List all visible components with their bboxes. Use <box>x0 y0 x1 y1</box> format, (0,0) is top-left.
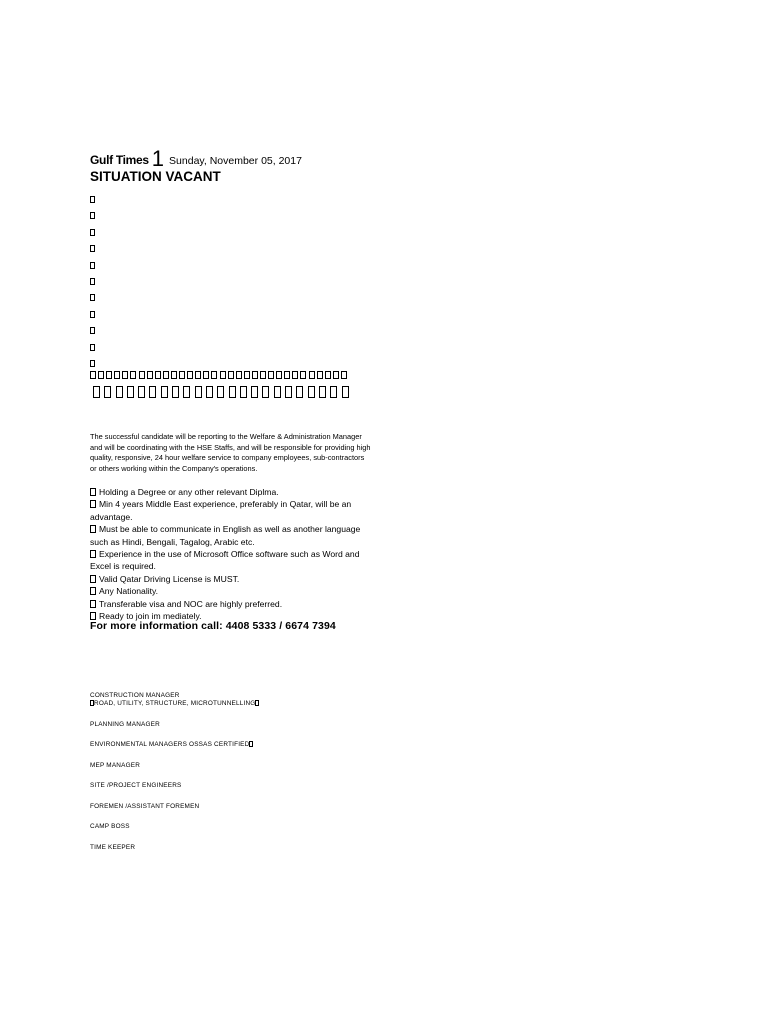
bullet-icon <box>90 500 96 508</box>
position-item: FOREMEN /ASSISTANT FOREMEN <box>90 802 200 810</box>
missing-glyph-icon <box>249 741 253 747</box>
requirement-item <box>90 523 380 548</box>
requirement-text: Transferable visa and NOC are highly preferred. <box>99 598 283 609</box>
position-item: TIME KEEPER <box>90 843 136 851</box>
position-subtitle: ROAD, UTILITY, STRUCTURE, MICROTUNNELLING <box>90 700 259 707</box>
missing-glyph-icon <box>325 371 331 379</box>
missing-glyph-icon <box>161 386 168 398</box>
missing-glyph-icon <box>90 311 95 318</box>
position-item: SITE /PROJECT ENGINEERS <box>90 782 182 789</box>
missing-glyph-icon <box>139 371 145 379</box>
position-item: ENVIRONMENTAL MANAGERS OSSAS CERTIFIED <box>90 728 259 749</box>
missing-glyph-icon <box>229 386 236 398</box>
missing-glyph-icon <box>217 386 224 398</box>
section-title: SITUATION VACANT <box>90 169 221 184</box>
missing-glyph-icon <box>90 344 95 351</box>
requirement-text: Valid Qatar Driving License is MUST. <box>99 573 240 584</box>
page-number: 1 <box>151 146 165 171</box>
job-description: The successful candidate will be reporting to the Welfare & Administration Manager and will be coordinating with the HSE Staffs, and will be responsible for providing high quality, responsive, 24 hour welfare service to company employees, sub-contractors or others working within the Company's operations. <box>90 432 371 473</box>
missing-glyph-icon <box>90 212 95 219</box>
missing-glyph-icon <box>90 196 95 203</box>
missing-glyph-icon <box>98 371 104 379</box>
missing-glyph-icon <box>195 386 202 398</box>
bullet-icon <box>90 575 96 583</box>
missing-glyph-icon <box>274 386 281 398</box>
missing-glyph-icon <box>147 371 153 379</box>
requirement-text: Experience in the use of Microsoft Office software such as Word and Excel is required. <box>90 549 360 572</box>
missing-glyph-icon <box>172 386 179 398</box>
missing-glyph-icon <box>252 371 258 379</box>
missing-glyph-icon <box>179 371 185 379</box>
missing-glyph-icon <box>309 371 315 379</box>
contact-info: For more information call: 4408 5333 / 6674 7394 <box>90 620 336 632</box>
missing-glyph-icon <box>90 229 95 236</box>
requirement-item <box>90 598 380 610</box>
newspaper-name: Gulf Times <box>90 153 149 167</box>
missing-glyph-line <box>90 239 95 255</box>
missing-glyph-heading-row <box>93 386 349 398</box>
missing-glyph-icon <box>228 371 234 379</box>
missing-glyph-icon <box>104 386 111 398</box>
missing-glyph-icon <box>90 262 95 269</box>
missing-glyph-icon <box>236 371 242 379</box>
missing-glyph-icon <box>127 386 134 398</box>
missing-glyph-row <box>90 371 347 379</box>
requirement-item <box>90 486 380 498</box>
missing-glyph-line <box>90 288 95 304</box>
missing-glyph-line <box>90 354 95 370</box>
missing-glyph-line <box>90 338 95 354</box>
missing-glyph-icon <box>333 371 339 379</box>
position-item: CAMP BOSS <box>90 823 130 830</box>
position-item: PLANNING MANAGER <box>90 720 160 728</box>
missing-glyph-icon <box>292 371 298 379</box>
missing-glyph-icon <box>206 386 213 398</box>
missing-glyph-icon <box>138 386 145 398</box>
missing-glyph-line <box>90 272 95 288</box>
requirement-item <box>90 498 380 523</box>
requirement-text: Min 4 years Middle East experience, preferably in Qatar, will be an advantage. <box>90 499 352 522</box>
missing-glyph-icon <box>122 371 128 379</box>
missing-glyph-icon <box>114 371 120 379</box>
missing-glyph-icon <box>90 245 95 252</box>
bullet-icon <box>90 550 96 558</box>
missing-glyph-icon <box>130 371 136 379</box>
publication-date: Sunday, November 05, 2017 <box>169 155 302 167</box>
requirement-item <box>90 548 380 573</box>
missing-glyph-icon <box>187 371 193 379</box>
requirement-text: Any Nationality. <box>99 586 159 597</box>
bullet-icon <box>90 525 96 533</box>
bullet-icon <box>90 612 96 620</box>
missing-glyph-icon <box>195 371 201 379</box>
missing-glyph-icon <box>300 371 306 379</box>
missing-glyph-icon <box>244 371 250 379</box>
missing-glyph-icon <box>155 371 161 379</box>
missing-glyph-icon <box>240 386 247 398</box>
requirement-text: Must be able to communicate in English as well as another language such as Hindi, Bengali, Tagalog, Arabic etc. <box>90 524 361 547</box>
requirement-text: Holding a Degree or any other relevant Diplma. <box>99 487 279 497</box>
missing-glyph-icon <box>268 371 274 379</box>
missing-glyph-icon <box>319 386 326 398</box>
bullet-icon <box>90 587 96 595</box>
missing-glyph-line <box>90 223 95 239</box>
missing-glyph-icon <box>90 360 95 367</box>
missing-glyph-icon <box>163 371 169 379</box>
missing-glyph-icon <box>255 700 259 706</box>
missing-glyph-icon <box>93 386 100 398</box>
missing-glyph-icon <box>220 371 226 379</box>
missing-glyph-icon <box>251 386 258 398</box>
missing-glyph-icon <box>330 386 337 398</box>
missing-glyph-icon <box>317 371 323 379</box>
missing-glyph-line <box>90 190 95 206</box>
missing-glyph-icon <box>183 386 190 398</box>
missing-glyph-line <box>90 321 95 337</box>
missing-glyph-icon <box>308 386 315 398</box>
missing-glyph-icon <box>171 371 177 379</box>
missing-glyph-icon <box>342 386 349 398</box>
position-item: MEP MANAGER <box>90 761 141 769</box>
missing-glyph-icon <box>116 386 123 398</box>
requirement-text: Ready to join im mediately. <box>99 611 202 622</box>
requirement-item <box>90 573 380 585</box>
missing-glyph-column <box>90 190 95 370</box>
missing-glyph-icon <box>90 371 96 379</box>
missing-glyph-icon <box>296 386 303 398</box>
missing-glyph-icon <box>276 371 282 379</box>
requirements-list <box>90 486 380 622</box>
missing-glyph-icon <box>90 327 95 334</box>
missing-glyph-icon <box>90 278 95 285</box>
requirement-item <box>90 585 380 597</box>
missing-glyph-icon <box>90 294 95 301</box>
missing-glyph-icon <box>149 386 156 398</box>
positions-list <box>90 692 259 851</box>
missing-glyph-line <box>90 206 95 222</box>
missing-glyph-icon <box>341 371 347 379</box>
missing-glyph-icon <box>211 371 217 379</box>
missing-glyph-icon <box>106 371 112 379</box>
missing-glyph-icon <box>262 386 269 398</box>
missing-glyph-icon <box>284 371 290 379</box>
missing-glyph-line <box>90 256 95 272</box>
missing-glyph-icon <box>203 371 209 379</box>
position-item: CONSTRUCTION MANAGER <box>90 692 180 699</box>
missing-glyph-line <box>90 305 95 321</box>
bullet-icon <box>90 600 96 608</box>
bullet-icon <box>90 488 96 496</box>
missing-glyph-icon <box>285 386 292 398</box>
missing-glyph-icon <box>260 371 266 379</box>
